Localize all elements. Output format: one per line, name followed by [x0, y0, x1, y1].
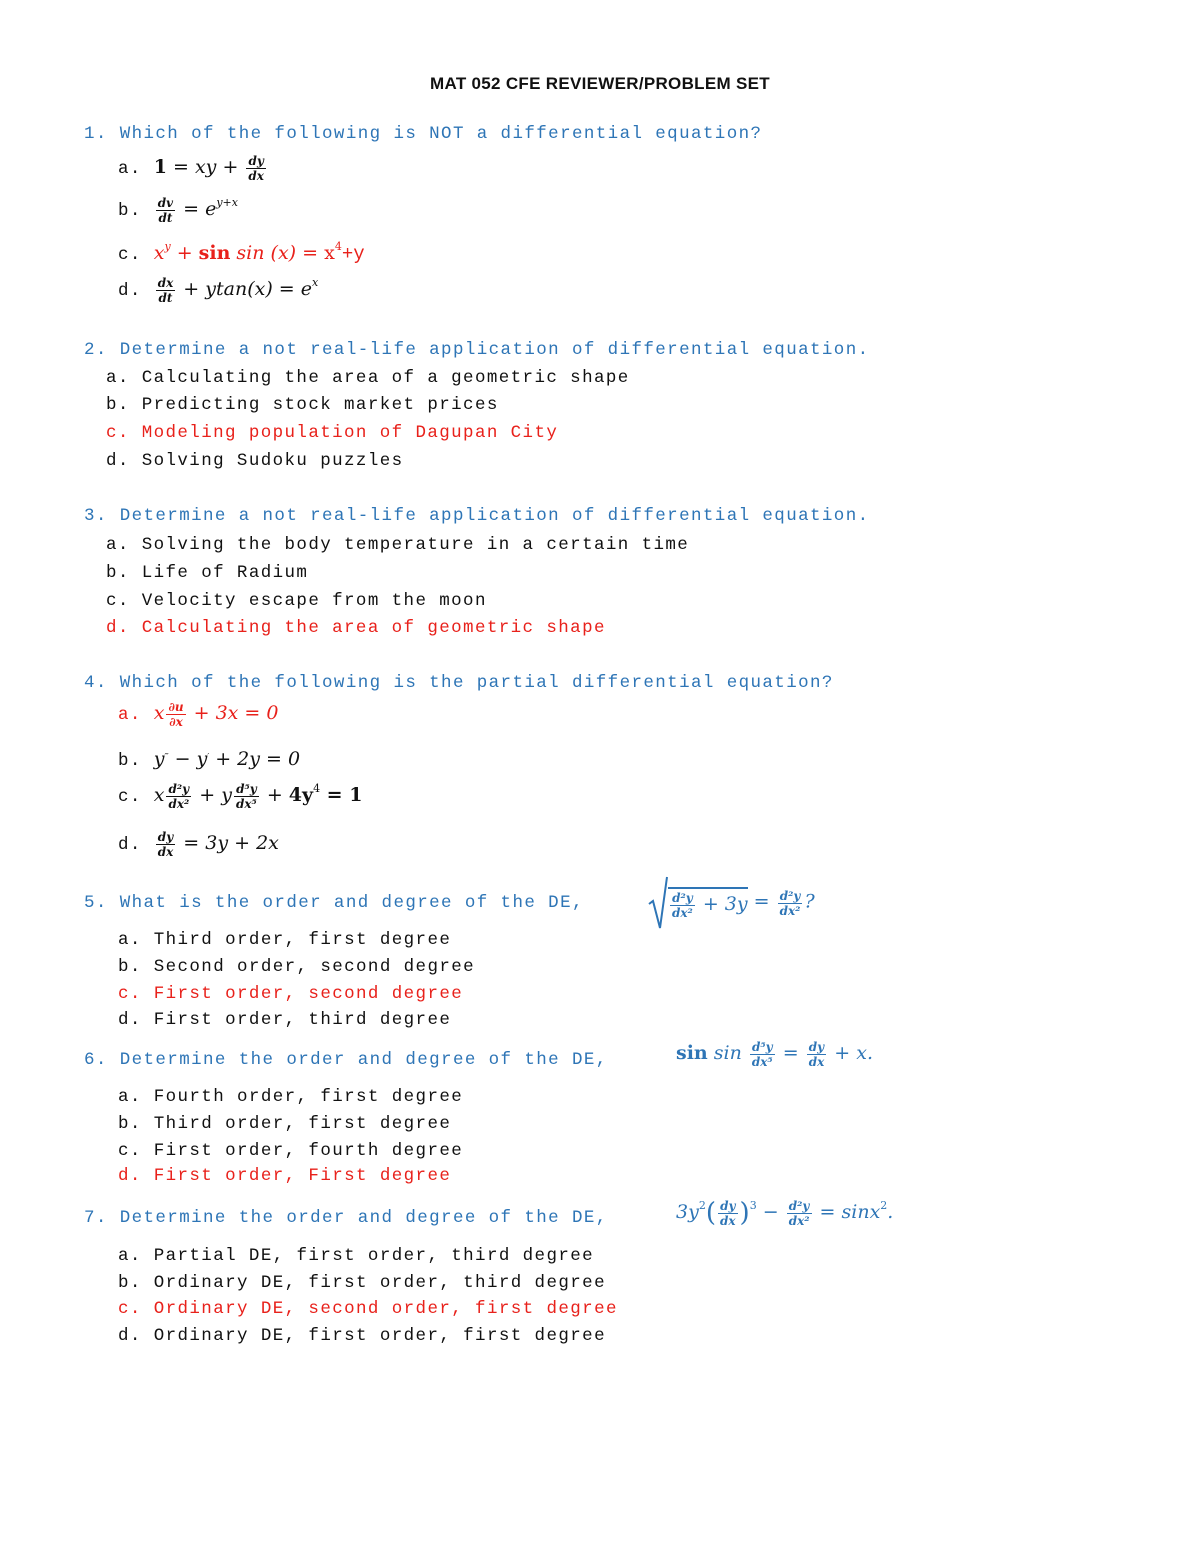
question-4-option-d: d. $\frac{dy}{dx}$ = 3y + 2x [118, 830, 279, 859]
question-4-option-c: c. x $\frac{\text{d²y}}{\text{dx²}}$ + y $\frac{\text{d⁵y}}{\text{dx⁵}}$ + $4y^4 = 1$ [118, 782, 363, 811]
radical-sign-icon [648, 874, 668, 932]
question-1-option-a: a. 1 = xy + $\frac{dy}{dx}$ [118, 154, 264, 183]
question-6-option-a: a. Fourth order, first degree [118, 1087, 464, 1107]
question-7-option-d: d. Ordinary DE, first order, first degree [118, 1326, 606, 1346]
question-3-option-b: b. Life of Radium [106, 563, 309, 583]
question-7-prompt: 7. Determine the order and degree of the DE, [84, 1208, 608, 1228]
question-3-option-c: c. Velocity escape from the moon [106, 591, 487, 611]
question-2-option-d: d. Solving Sudoku puzzles [106, 451, 404, 471]
option-label: d. [118, 835, 142, 856]
question-6-option-c: c. First order, fourth degree [118, 1141, 464, 1161]
question-7-option-c: c. Ordinary DE, second order, first degree [118, 1299, 618, 1319]
option-label: b. [118, 201, 142, 222]
question-2-option-c: c. Modeling population of Dagupan City [106, 423, 559, 443]
question-5-option-c: c. First order, second degree [118, 984, 464, 1004]
question-5-option-a: a. Third order, first degree [118, 930, 452, 950]
question-4-prompt: 4. Which of the following is the partial differential equation? [84, 673, 834, 693]
page-title: MAT 052 CFE REVIEWER/PROBLEM SET [430, 74, 770, 93]
question-3-prompt: 3. Determine a not real-life application of differential equation. [84, 506, 870, 526]
option-label: b. [118, 751, 142, 771]
question-4-option-b: b. y‴ − y′ + 2y = 0 [118, 748, 301, 771]
question-2-prompt: 2. Determine a not real-life application of differential equation. [84, 340, 870, 360]
question-1-prompt: 1. Which of the following is NOT a differential equation? [84, 124, 763, 144]
option-label: a. [118, 159, 142, 180]
question-5-prompt: 5. What is the order and degree of the DE, [84, 893, 584, 913]
question-1-option-b: b. $\frac{dv}{dt}$ = $e^{y+x}$ [118, 196, 238, 225]
option-label: c. [118, 245, 142, 265]
question-1-option-c: c. $x^y + \sin \sin (x) = x^4+y$ [118, 240, 365, 265]
question-6-option-d: d. First order, First degree [118, 1166, 452, 1186]
question-7-option-a: a. Partial DE, first order, third degree [118, 1246, 595, 1266]
question-4-option-a: a. x $\frac{\partial u}{\partial x}$ + 3x = 0 [118, 700, 279, 729]
question-3-option-d: d. Calculating the area of geometric shape [106, 618, 606, 638]
option-label: d. [118, 281, 142, 302]
question-2-option-a: a. Calculating the area of a geometric shape [106, 368, 630, 388]
question-3-option-a: a. Solving the body temperature in a certain time [106, 535, 690, 555]
question-1-option-d: d. $\frac{dx}{dt}$ + $ytan(x) = e^x$ [118, 276, 319, 305]
question-7-option-b: b. Ordinary DE, first order, third degree [118, 1273, 606, 1293]
option-label: a. [118, 705, 142, 726]
question-2-option-b: b. Predicting stock market prices [106, 395, 499, 415]
question-6-option-b: b. Third order, first degree [118, 1114, 452, 1134]
question-5-equation: $\frac{\text{d²y}}{\text{dx²}}$ + 3y = $\frac{\text{d²y}}{\text{dx²}}$ ? [648, 874, 815, 932]
question-6-equation: sin sin $\frac{\text{d⁵y}}{\text{dx⁵}}$ = $\frac{dy}{dx}$ + x. [676, 1040, 874, 1069]
question-5-option-d: d. First order, third degree [118, 1010, 452, 1030]
question-7-equation: $3y^2$( $\frac{dy}{dx}$ )$^3$ − $\frac{\text{d²y}}{\text{dx²}}$ = sinx$^2$. [676, 1198, 894, 1228]
option-label: c. [118, 787, 142, 808]
question-6-prompt: 6. Determine the order and degree of the DE, [84, 1050, 608, 1070]
question-5-option-b: b. Second order, second degree [118, 957, 476, 977]
